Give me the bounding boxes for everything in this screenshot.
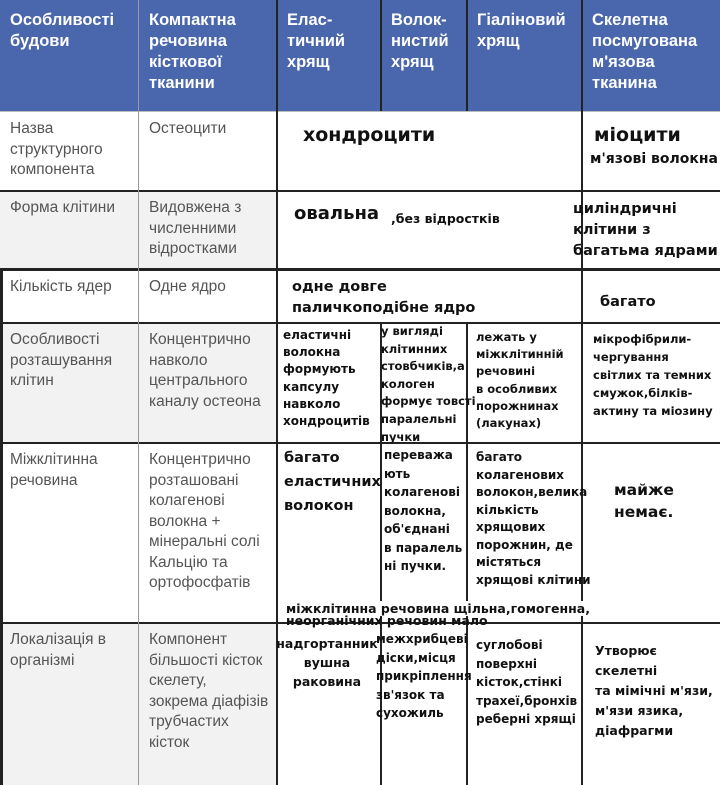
header-features-text: Особливості будови bbox=[10, 11, 115, 50]
column-divider bbox=[0, 268, 3, 785]
cartilage-nuclei-count: одне довге паличкоподібне ядро bbox=[292, 279, 476, 316]
cartilage-cell-shape-sub: ,без відростків bbox=[391, 211, 500, 226]
header-compact-bone bbox=[139, 0, 277, 111]
muscle-structural-component-sub: м'язові волокна bbox=[590, 151, 718, 167]
elastic-intercellular: багато еластичних волокон bbox=[284, 450, 381, 514]
row-label-location bbox=[0, 622, 139, 785]
header-fibrous-cartilage bbox=[381, 0, 467, 111]
row-label-structural-component bbox=[0, 111, 139, 190]
cartilage-cell-shape: овальна bbox=[294, 203, 380, 224]
row-divider bbox=[0, 442, 720, 444]
header-hyaline-cartilage-text: Гіаліновий хрящ bbox=[477, 11, 566, 50]
fibrous-location: межхрибцеві діски,місця прикріплення зв'язок та сухожиль bbox=[376, 632, 472, 720]
muscle-intercellular: майже немає. bbox=[614, 481, 674, 521]
row-label-intercellular bbox=[0, 442, 139, 622]
compact-bone-cell-shape bbox=[139, 190, 277, 269]
muscle-cell-arrangement: мікрофібрили- чергування світлих та темних смужок,білків- актину та міозину bbox=[593, 332, 713, 418]
row-divider bbox=[0, 322, 720, 324]
row-divider bbox=[0, 268, 720, 271]
compact-bone-location bbox=[139, 622, 277, 785]
column-divider bbox=[138, 0, 139, 785]
column-divider bbox=[581, 0, 583, 785]
row-label-cell-shape bbox=[0, 190, 139, 269]
column-divider bbox=[466, 0, 468, 111]
compact-bone-structural-component bbox=[139, 111, 277, 190]
muscle-structural-component: міоцити bbox=[594, 124, 681, 146]
muscle-location: Утворює скелетні та мімічні м'язи, м'язи язика, діафрагми bbox=[595, 643, 713, 738]
row-label-cell-arrangement bbox=[0, 322, 139, 442]
row-label-text: Назва структурного компонента bbox=[10, 120, 103, 178]
cell-text: Видовжена з численними відростками bbox=[149, 199, 242, 257]
row-label-text: Форма клітини bbox=[10, 199, 116, 216]
elastic-cell-arrangement: еластичні волокна формують капсулу навколо хондроцитів bbox=[283, 328, 370, 429]
hyaline-intercellular: багато колагенових волокон,велика кількість хрящових порожнин, де містяться хрящові клітини bbox=[476, 450, 591, 587]
row-label-text: Особливості розташування клітин bbox=[10, 331, 113, 389]
row-label-nuclei-count bbox=[0, 269, 139, 322]
fibrous-intercellular: переважа ють колагенові волокна, об'єднані в паралель ні пучки. bbox=[384, 448, 463, 573]
muscle-nuclei-count: багато bbox=[600, 294, 656, 310]
row-divider bbox=[0, 111, 720, 112]
column-divider bbox=[380, 0, 382, 111]
fibrous-cell-arrangement: у вигляді клітинних стовбчиків,а кологен формує товсті паралельні пучки bbox=[381, 324, 476, 444]
cell-text: Компонент більшості кісток скелету, зокрема діафізів трубчастих кісток bbox=[149, 631, 269, 751]
cell-text: Остеоцити bbox=[149, 120, 227, 137]
compact-bone-intercellular bbox=[139, 442, 277, 622]
compact-bone-nuclei-count bbox=[139, 269, 277, 322]
cell-text: Одне ядро bbox=[149, 278, 226, 295]
cartilage-structural-component: хондроцити bbox=[303, 124, 436, 146]
row-label-text: Міжклітинна речовина bbox=[10, 451, 98, 489]
cell-text: Концентрично навколо центрального каналу остеона bbox=[149, 331, 261, 410]
row-label-text: Локалізація в організмі bbox=[10, 631, 107, 669]
muscle-cell-shape: циліндричні клітини з багатьма ядрами bbox=[573, 201, 718, 259]
cell-text: Концентрично розташовані колагенові волокна + мінеральні солі Кальцію та ортофосфатів bbox=[149, 451, 260, 591]
header-skeletal-muscle-text: Скелетна посмугована м'язова тканина bbox=[592, 11, 698, 92]
header-compact-bone-text: Компактна речовина кісткової тканини bbox=[149, 11, 236, 92]
elastic-location: надгортанник вушна раковина bbox=[276, 636, 378, 689]
header-skeletal-muscle bbox=[582, 0, 720, 111]
header-hyaline-cartilage bbox=[467, 0, 582, 111]
intercellular-note-line1: міжклітинна речовина щільна,гомогенна, bbox=[286, 601, 590, 616]
hyaline-cell-arrangement: лежать у міжклітинній речовині в особливих порожнинах (лакунах) bbox=[476, 330, 564, 431]
header-features bbox=[0, 0, 139, 111]
compact-bone-cell-arrangement bbox=[139, 322, 277, 442]
header-elastic-cartilage-text: Елас- тичний хрящ bbox=[287, 11, 346, 71]
row-label-text: Кількість ядер bbox=[10, 278, 112, 295]
intercellular-note-line2: неорганічних речовин мало bbox=[286, 613, 488, 628]
row-divider bbox=[0, 190, 720, 192]
header-elastic-cartilage bbox=[277, 0, 381, 111]
hyaline-location: суглобові поверхні кісток,стінкі трахеї,бронхів реберні хрящі bbox=[476, 638, 578, 726]
header-fibrous-cartilage-text: Волок- нистий хрящ bbox=[391, 11, 449, 71]
